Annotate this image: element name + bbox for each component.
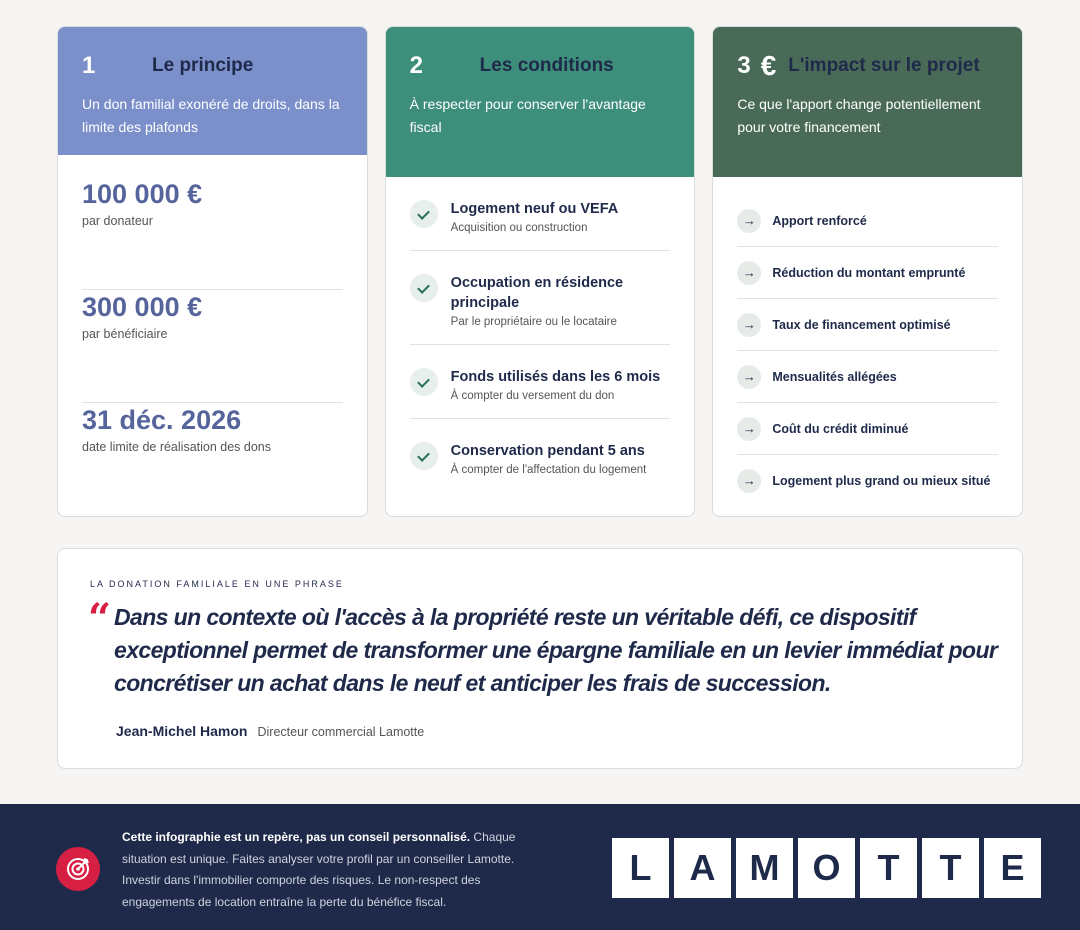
arrow-right-icon: → <box>737 365 761 389</box>
logo-letter: M <box>736 838 793 898</box>
condition-item <box>410 419 671 492</box>
card-impact <box>712 26 1023 517</box>
logo-letter: T <box>860 838 917 898</box>
impact-label: Logement plus grand ou mieux situé <box>772 474 991 488</box>
impact-item <box>737 455 998 507</box>
card-principle <box>57 26 368 517</box>
arrow-right-icon: → <box>737 313 761 337</box>
condition-subtitle: À compter de l'affectation du logement <box>450 464 647 476</box>
author-name: Jean-Michel Hamon <box>116 723 248 739</box>
stat-item <box>82 403 343 516</box>
card-header <box>713 27 1022 177</box>
check-icon <box>410 200 438 228</box>
conditions-list <box>386 177 695 492</box>
impact-item <box>737 195 998 247</box>
card-title: Le principe <box>152 55 254 76</box>
check-icon <box>410 368 438 396</box>
condition-subtitle: À compter du versement du don <box>450 390 615 402</box>
quote-mark-icon: “ <box>88 595 112 642</box>
quote-kicker: LA DONATION FAMILIALE EN UNE PHRASE <box>90 579 344 589</box>
logo-letter: A <box>674 838 731 898</box>
arrow-right-icon: → <box>737 469 761 493</box>
stat-label: date limite de réalisation des dons <box>82 440 272 454</box>
target-icon <box>56 847 100 891</box>
stat-value: 100 000 € <box>82 179 203 209</box>
footer-disclaimer-bold: Cette infographie est un repère, pas un conseil personnalisé. <box>122 830 471 844</box>
card-conditions <box>385 26 696 517</box>
impact-label: Réduction du montant emprunté <box>772 265 966 280</box>
card-title: L'impact sur le projet <box>788 55 980 76</box>
condition-item <box>410 345 671 419</box>
stat-value: 31 déc. 2026 <box>82 405 242 435</box>
card-header <box>58 27 367 155</box>
quote-box <box>57 548 1023 769</box>
condition-item <box>410 177 671 251</box>
condition-title: Occupation en résidence principale <box>450 275 624 311</box>
card-number: 3 <box>737 52 751 79</box>
logo-letter: L <box>612 838 669 898</box>
quote-text: Dans un contexte où l'accès à la propriété reste un véritable défi, ce dispositif exceptionnel permet de transformer une épargne familiale en un levier immédiat pour concrétiser un achat dans le neuf et anticiper les frais de succession. <box>114 604 998 696</box>
cards-row <box>57 26 1023 517</box>
lamotte-logo <box>612 838 1041 898</box>
card-description: À respecter pour conserver l'avantage fiscal <box>409 96 646 135</box>
stat-label: par donateur <box>82 214 153 228</box>
stat-label: par bénéficiaire <box>82 327 168 341</box>
stats-list <box>58 155 367 516</box>
condition-title: Logement neuf ou VEFA <box>450 201 619 217</box>
card-title: Les conditions <box>479 55 614 76</box>
card-description: Un don familial exonéré de droits, dans la limite des plafonds <box>82 96 340 135</box>
footer-disclaimer <box>122 827 554 913</box>
impacts-list <box>713 177 1022 507</box>
condition-item <box>410 251 671 345</box>
arrow-right-icon: → <box>737 261 761 285</box>
stat-item <box>82 177 343 290</box>
footer-disclaimer-text: Chaque situation est unique. Faites analyser votre profil par un conseiller Lamotte. Investir dans l'immobilier comporte des risques. Le non-respect des engagements de location entraîne la perte du bénéfice fiscal. <box>122 830 516 909</box>
condition-title: Fonds utilisés dans les 6 mois <box>450 369 661 385</box>
condition-subtitle: Acquisition ou construction <box>450 222 588 234</box>
impact-label: Coût du crédit diminué <box>772 421 909 436</box>
impact-label: Taux de financement optimisé <box>772 317 951 332</box>
impact-item <box>737 351 998 403</box>
impact-label: Apport renforcé <box>772 213 867 228</box>
condition-title: Conservation pendant 5 ans <box>450 443 645 459</box>
arrow-right-icon: → <box>737 417 761 441</box>
quote-author <box>116 723 424 739</box>
logo-letter: O <box>798 838 855 898</box>
impact-label: Mensualités allégées <box>772 369 897 384</box>
impact-item <box>737 247 998 299</box>
impact-item <box>737 403 998 455</box>
condition-subtitle: Par le propriétaire ou le locataire <box>450 316 617 328</box>
stat-value: 300 000 € <box>82 292 203 322</box>
impact-item <box>737 299 998 351</box>
logo-letter: E <box>984 838 1041 898</box>
card-header <box>386 27 695 177</box>
check-icon <box>410 274 438 302</box>
arrow-right-icon: → <box>737 209 761 233</box>
euro-icon: € <box>760 50 777 81</box>
check-icon <box>410 442 438 470</box>
card-number: 1 <box>82 52 96 79</box>
logo-letter: T <box>922 838 979 898</box>
stat-item <box>82 290 343 403</box>
card-description: Ce que l'apport change potentiellement pour votre financement <box>737 96 981 135</box>
card-number: 2 <box>409 52 424 79</box>
author-role: Directeur commercial Lamotte <box>257 725 425 739</box>
